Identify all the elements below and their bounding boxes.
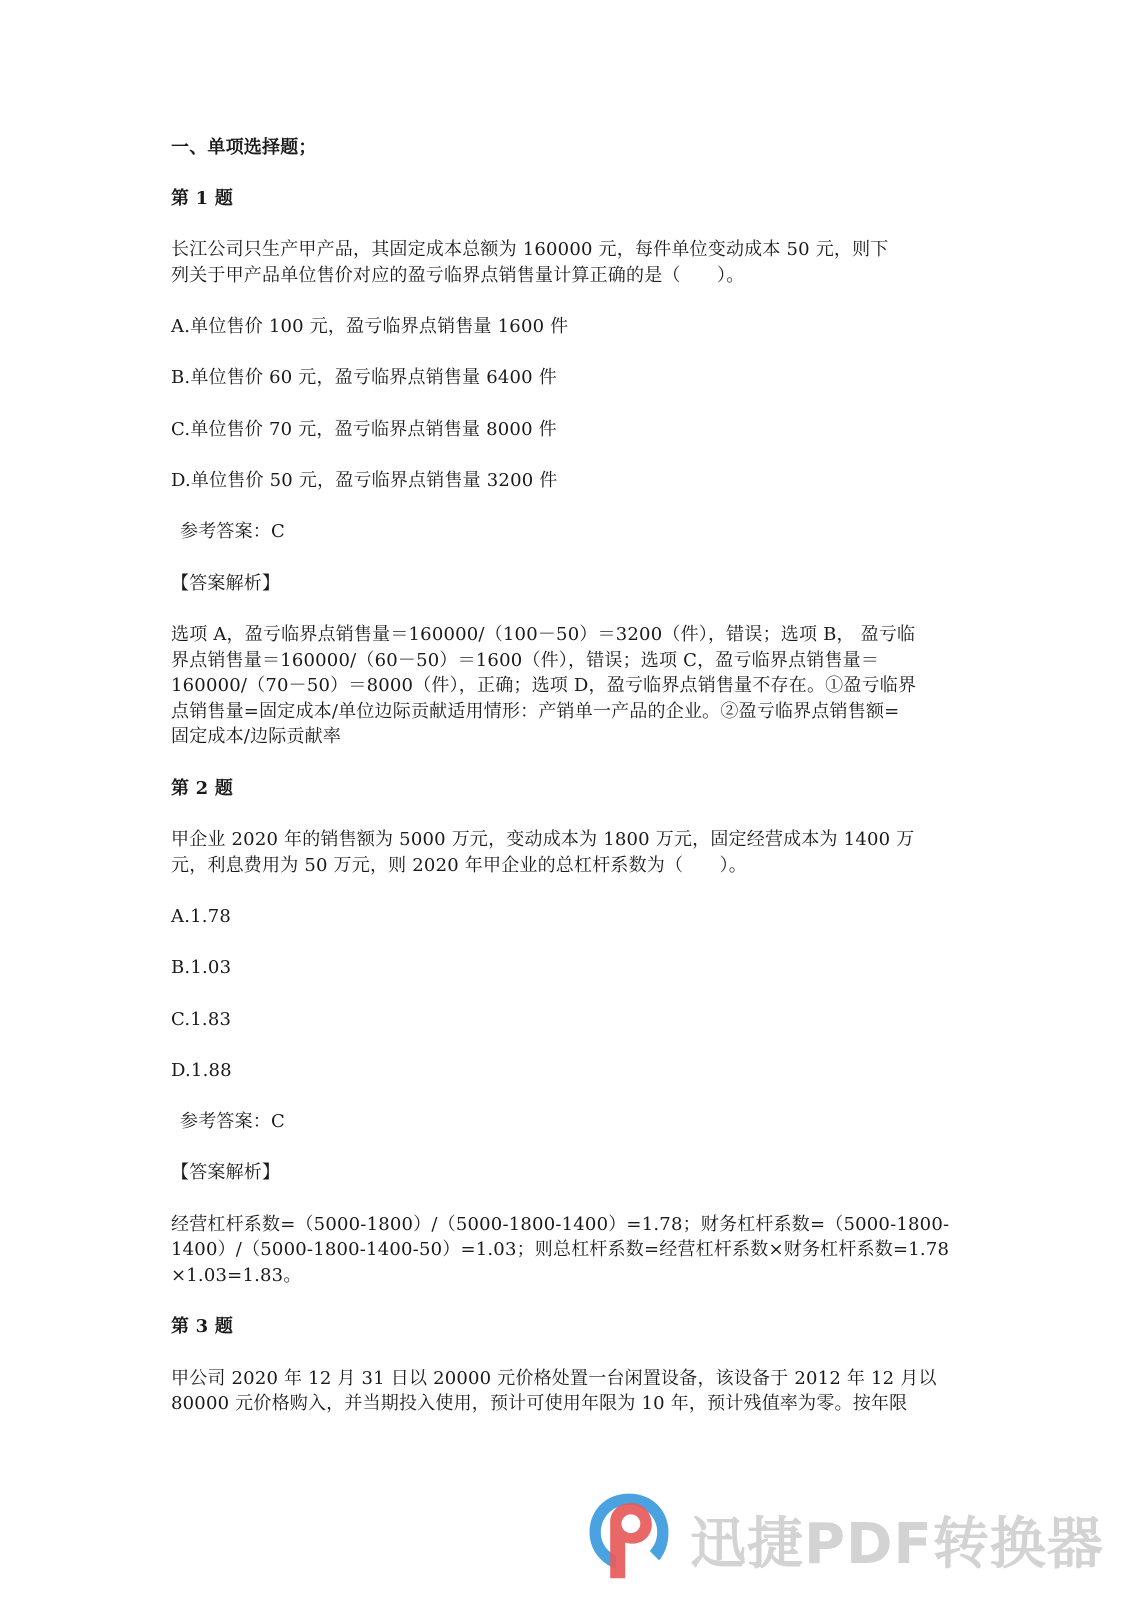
question-stem-line: 80000 元价格购入，并当期投入使用，预计可使用年限为 10 年，预计残值率为零。按年限 <box>171 1393 908 1414</box>
option-c: C.1.83 <box>171 1009 232 1030</box>
option-c: C.单位售价 70 元，盈亏临界点销售量 8000 件 <box>171 419 557 440</box>
analysis-line: 选项 A，盈亏临界点销售量＝160000/（100－50）＝3200（件），错误；选项 B， 盈亏临 <box>171 624 916 645</box>
analysis-title: 【答案解析】 <box>171 573 281 594</box>
analysis-line: 1400）/（5000-1800-1400-50）=1.03；则总杠杆系数=经营杠杆系数×财务杠杆系数=1.78 <box>171 1239 950 1260</box>
question-stem-line: 甲公司 2020 年 12 月 31 日以 20000 元价格处置一台闲置设备，该设备于 2012 年 12 月以 <box>171 1368 937 1389</box>
question-stem-line: 甲企业 2020 年的销售额为 5000 万元，变动成本为 1800 万元，固定经营成本为 1400 万 <box>171 829 915 850</box>
analysis-line: 点销售量=固定成本/单位边际贡献适用情形：产销单一产品的企业。②盈亏临界点销售额= <box>171 701 900 722</box>
reference-answer: 参考答案：C <box>180 521 285 542</box>
question-stem-line: 列关于甲产品单位售价对应的盈亏临界点销售量计算正确的是（ ）。 <box>171 265 745 286</box>
option-d: D.单位售价 50 元，盈亏临界点销售量 3200 件 <box>171 470 558 491</box>
option-b: B.单位售价 60 元，盈亏临界点销售量 6400 件 <box>171 367 557 388</box>
question-heading: 第 2 题 <box>171 778 234 799</box>
question-heading: 第 1 题 <box>171 188 234 209</box>
analysis-line: 固定成本/边际贡献率 <box>171 726 342 747</box>
option-a: A.1.78 <box>171 906 231 927</box>
watermark-text: 迅捷PDF转换器 <box>690 1512 1104 1577</box>
question-heading: 第 3 题 <box>171 1316 234 1337</box>
analysis-line: 经营杠杆系数=（5000-1800）/（5000-1800-1400）=1.78；财务杠杆系数=（5000-1800- <box>171 1214 950 1235</box>
option-b: B.1.03 <box>171 957 232 978</box>
watermark <box>582 1482 1102 1582</box>
analysis-line: 160000/（70－50）＝8000（件），正确；选项 D，盈亏临界点销售量不存在。①盈亏临界 <box>171 675 917 696</box>
question-stem-line: 元，利息费用为 50 万元，则 2020 年甲企业的总杠杆系数为（ ）。 <box>171 855 747 876</box>
reference-answer: 参考答案：C <box>180 1111 285 1132</box>
option-a: A.单位售价 100 元，盈亏临界点销售量 1600 件 <box>171 316 569 337</box>
question-stem-line: 长江公司只生产甲产品，其固定成本总额为 160000 元，每件单位变动成本 50 元，则下 <box>171 239 889 260</box>
xunjie-logo-icon <box>582 1488 676 1582</box>
analysis-line: 界点销售量＝160000/（60－50）＝1600（件），错误；选项 C，盈亏临界点销售量＝ <box>171 650 880 671</box>
section-title: 一、单项选择题； <box>171 137 317 158</box>
analysis-title: 【答案解析】 <box>171 1162 281 1183</box>
option-d: D.1.88 <box>171 1060 232 1081</box>
analysis-line: ×1.03=1.83。 <box>171 1265 302 1286</box>
